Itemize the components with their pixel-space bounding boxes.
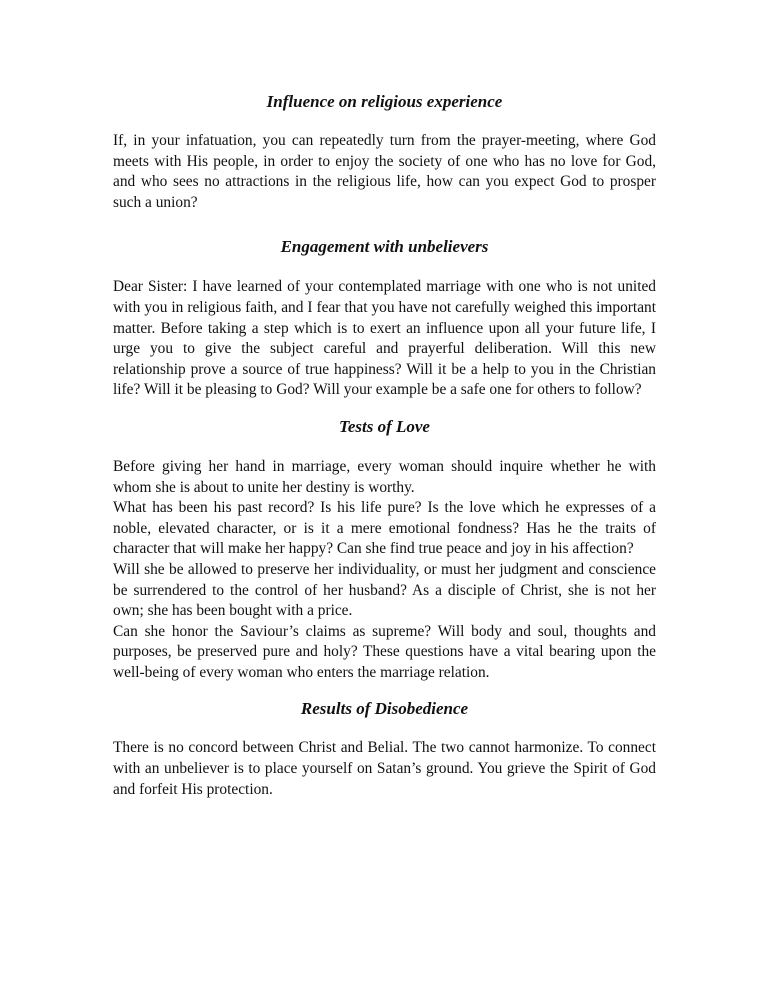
document-body [113, 88, 656, 800]
heading-results-of-disobedience: Results of Disobedience [300, 699, 469, 719]
paragraph: Will she be allowed to preserve her individuality, or must her judgment and conscience be surrendered to the control of her husband? As a disciple of Christ, she is not her own; she has been bought with a price. [113, 560, 656, 620]
heading-influence-on-religious-experience: Influence on religious experience [266, 92, 503, 111]
paragraph: If, in your infatuation, you can repeatedly turn from the prayer-meeting, where God meets with His people, in order to enjoy the society of one who has no love for God, and who sees no attractions in the religious life, how can you expect God to prosper such a union? [113, 132, 656, 211]
heading-engagement-with-unbelievers: Engagement with unbelievers [280, 237, 489, 257]
paragraph: Can she honor the Saviour’s claims as supreme? Will body and soul, thoughts and purposes, be preserved pure and holy? These questions have a vital bearing upon the well-being of every woman who enters the marriage relation. [113, 622, 656, 681]
heading-tests-of-love: Tests of Love [339, 416, 430, 436]
paragraph: There is no concord between Christ and Belial. The two cannot harmonize. To connect with an unbeliever is to place yourself on Satan’s ground. You grieve the Spirit of God and forfeit His protection. [113, 739, 656, 798]
paragraph: What has been his past record? Is his life pure? Is the love which he expresses of a noble, elevated character, or is it a mere emotional fondness? Has he the traits of character that will make her happy? Can she find true peace and joy in his affection? [113, 499, 656, 558]
paragraph: Dear Sister: I have learned of your contemplated marriage with one who is not united with you in religious faith, and I fear that you have not carefully weighed this important matter. Before taking a step which is to exert an influence upon all your future life, I urge you to give the subject careful and prayerful deliberation. Will this new relationship prove a source of true happiness? Will it be a help to you in the Christian life? Will it be pleasing to God? Will your example be a safe one for others to follow? [113, 278, 656, 399]
paragraph: Before giving her hand in marriage, every woman should inquire whether he with whom she is about to unite her destiny is worthy. [113, 457, 656, 496]
